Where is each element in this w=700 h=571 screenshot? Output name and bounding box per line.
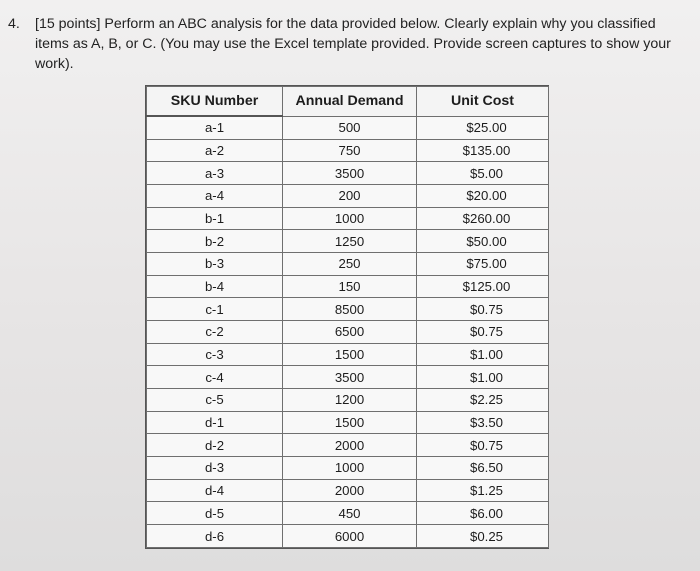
unit-cost-cell: $1.00 (417, 343, 549, 366)
sku-cell: b-1 (147, 207, 283, 230)
sku-cell: d-2 (147, 434, 283, 457)
sku-cell: a-1 (147, 116, 283, 139)
sku-cell: b-2 (147, 230, 283, 253)
table-row (147, 116, 549, 139)
sku-cell: d-4 (147, 479, 283, 502)
unit-cost-cell: $2.25 (417, 389, 549, 412)
sku-number-header: SKU Number (147, 87, 283, 117)
annual-demand-cell: 500 (283, 116, 417, 139)
unit-cost-cell: $0.75 (417, 321, 549, 344)
table-row (147, 502, 549, 525)
sku-cell: a-4 (147, 185, 283, 208)
annual-demand-cell: 1500 (283, 411, 417, 434)
unit-cost-cell: $50.00 (417, 230, 549, 253)
sku-cell: d-1 (147, 411, 283, 434)
table-row (147, 185, 549, 208)
unit-cost-cell: $125.00 (417, 275, 549, 298)
unit-cost-cell: $0.75 (417, 434, 549, 457)
annual-demand-cell: 450 (283, 502, 417, 525)
table-row (147, 162, 549, 185)
sku-cell: a-3 (147, 162, 283, 185)
sku-cell: c-4 (147, 366, 283, 389)
table-row (147, 343, 549, 366)
table-row (147, 411, 549, 434)
unit-cost-cell: $0.25 (417, 525, 549, 548)
unit-cost-cell: $3.50 (417, 411, 549, 434)
table-header (147, 87, 549, 117)
table-row (147, 207, 549, 230)
table-row (147, 139, 549, 162)
sku-cell: b-4 (147, 275, 283, 298)
annual-demand-cell: 150 (283, 275, 417, 298)
table-row (147, 253, 549, 276)
unit-cost-cell: $0.75 (417, 298, 549, 321)
table-body (147, 116, 549, 548)
annual-demand-cell: 6000 (283, 525, 417, 548)
unit-cost-cell: $5.00 (417, 162, 549, 185)
table-header-row (147, 87, 549, 117)
question-number: 4. (8, 16, 20, 32)
table-row (147, 389, 549, 412)
annual-demand-cell: 1000 (283, 207, 417, 230)
table-row (147, 457, 549, 480)
annual-demand-cell: 3500 (283, 162, 417, 185)
unit-cost-header: Unit Cost (417, 87, 549, 117)
unit-cost-cell: $135.00 (417, 139, 549, 162)
annual-demand-cell: 750 (283, 139, 417, 162)
sku-cell: b-3 (147, 253, 283, 276)
sku-cell: c-2 (147, 321, 283, 344)
sku-cell: d-6 (147, 525, 283, 548)
table-row (147, 434, 549, 457)
table-row (147, 275, 549, 298)
sku-cell: c-1 (147, 298, 283, 321)
annual-demand-cell: 1250 (283, 230, 417, 253)
sku-cell: c-3 (147, 343, 283, 366)
unit-cost-cell: $6.00 (417, 502, 549, 525)
sku-cell: d-3 (147, 457, 283, 480)
annual-demand-cell: 3500 (283, 366, 417, 389)
sku-cell: c-5 (147, 389, 283, 412)
table-row (147, 298, 549, 321)
annual-demand-cell: 1500 (283, 343, 417, 366)
annual-demand-cell: 2000 (283, 479, 417, 502)
abc-data-table (146, 86, 549, 548)
annual-demand-cell: 1000 (283, 457, 417, 480)
annual-demand-cell: 2000 (283, 434, 417, 457)
unit-cost-cell: $260.00 (417, 207, 549, 230)
annual-demand-cell: 250 (283, 253, 417, 276)
sku-cell: a-2 (147, 139, 283, 162)
unit-cost-cell: $20.00 (417, 185, 549, 208)
unit-cost-cell: $1.00 (417, 366, 549, 389)
table-row (147, 321, 549, 344)
sku-cell: d-5 (147, 502, 283, 525)
table-row (147, 230, 549, 253)
unit-cost-cell: $75.00 (417, 253, 549, 276)
table-row (147, 525, 549, 548)
table-row (147, 366, 549, 389)
question-text: [15 points] Perform an ABC analysis for the data provided below. Clearly explain why you classified items as A, B, or C. (You may use the Excel template provided. Provide screen captures to show your work). (35, 16, 671, 72)
abc-data-table-container (146, 86, 548, 548)
unit-cost-cell: $1.25 (417, 479, 549, 502)
unit-cost-cell: $25.00 (417, 116, 549, 139)
table-row (147, 479, 549, 502)
annual-demand-cell: 1200 (283, 389, 417, 412)
annual-demand-cell: 6500 (283, 321, 417, 344)
annual-demand-cell: 8500 (283, 298, 417, 321)
annual-demand-header: Annual Demand (283, 87, 417, 117)
unit-cost-cell: $6.50 (417, 457, 549, 480)
annual-demand-cell: 200 (283, 185, 417, 208)
